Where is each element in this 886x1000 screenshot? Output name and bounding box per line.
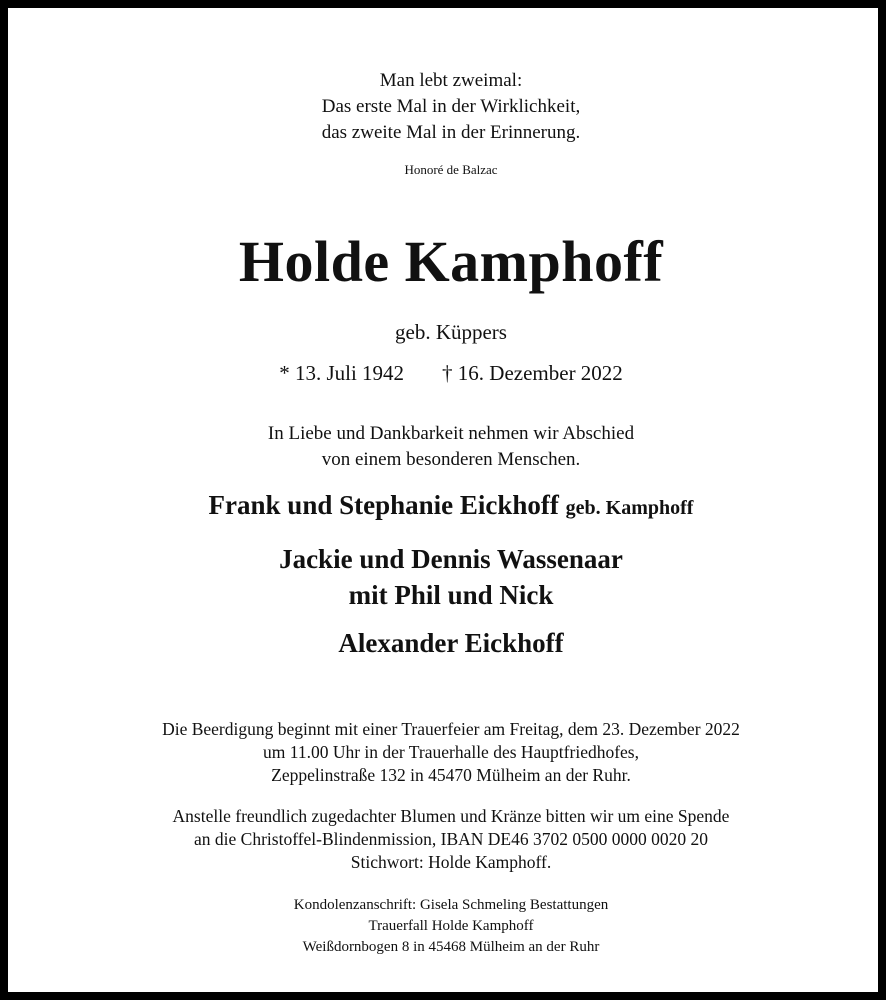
farewell-line-2: von einem besonderen Menschen.: [321, 449, 581, 470]
quote-line-1: Man lebt zweimal:: [379, 70, 523, 91]
life-dates: [16, 361, 886, 386]
mourner-line-4: Alexander Eickhoff: [338, 628, 564, 658]
donation-line-3: Stichwort: Holde Kamphoff.: [350, 852, 552, 872]
funeral-line-3: Zeppelinstraße 132 in 45470 Mülheim an der Ruhr.: [271, 765, 631, 785]
death-date: † 16. Dezember 2022: [442, 361, 623, 385]
condolence-line-1: Kondolenzanschrift: Gisela Schmeling Bestattungen: [293, 897, 609, 913]
condolence-line-3: Weißdornbogen 8 in 45468 Mülheim an der Ruhr: [302, 939, 600, 955]
mourner-line-3: mit Phil und Nick: [348, 580, 554, 610]
quote-line-3: das zweite Mal in der Erinnerung.: [321, 122, 581, 143]
funeral-line-1: Die Beerdigung beginnt mit einer Trauerfeier am Freitag, dem 23. Dezember 2022: [162, 719, 740, 739]
mourner-line-1: [16, 490, 886, 521]
maiden-name: geb. Küppers: [395, 320, 507, 344]
mourner-1-suffix: geb. Kamphoff: [565, 497, 694, 519]
quote-author: Honoré de Balzac: [404, 162, 498, 177]
mourner-1-name: Frank und Stephanie Eickhoff: [208, 490, 559, 520]
donation-line-2: an die Christoffel-Blindenmission, IBAN DE46 3702 0500 0000 0020 20: [194, 829, 708, 849]
obituary-notice: [16, 16, 886, 1000]
mourner-line-2: Jackie und Dennis Wassenaar: [279, 544, 623, 574]
condolence-line-2: Trauerfall Holde Kamphoff: [368, 918, 534, 934]
birth-date: * 13. Juli 1942: [279, 361, 405, 385]
farewell-line-1: In Liebe und Dankbarkeit nehmen wir Abschied: [267, 423, 635, 444]
funeral-line-2: um 11.00 Uhr in der Trauerhalle des Hauptfriedhofes,: [262, 742, 639, 762]
quote-line-2: Das erste Mal in der Wirklichkeit,: [321, 96, 581, 117]
donation-line-1: Anstelle freundlich zugedachter Blumen und Kränze bitten wir um eine Spende: [172, 806, 730, 826]
deceased-name: Holde Kamphoff: [238, 229, 664, 294]
